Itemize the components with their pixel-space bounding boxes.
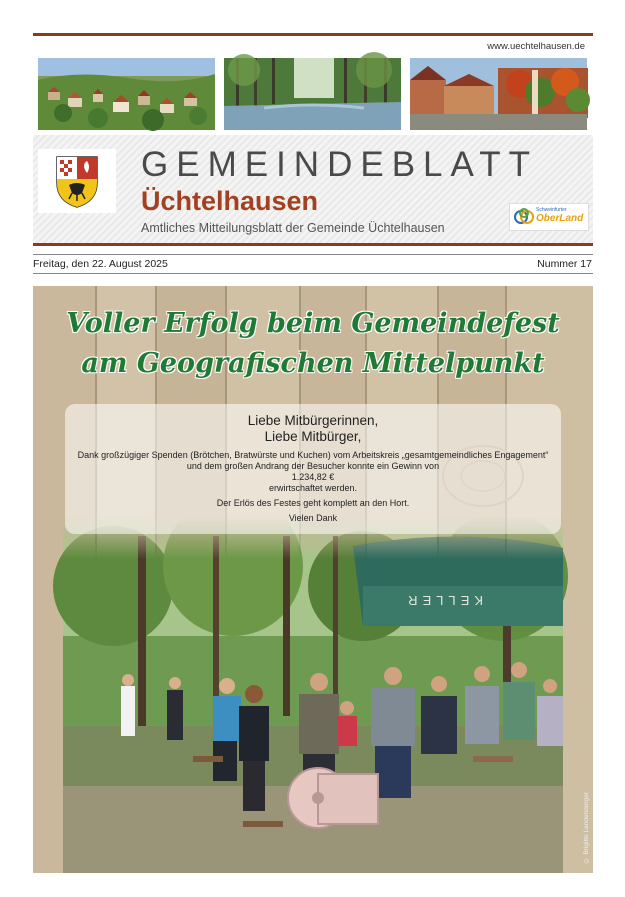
- greeting-line-1: Liebe Mitbürgerinnen,: [247, 413, 379, 428]
- newsletter-subtitle: Amtliches Mitteilungsblatt der Gemeinde Üchtelhausen: [141, 221, 445, 235]
- town-name: Üchtelhausen: [141, 186, 319, 216]
- coat-of-arms: [38, 149, 116, 213]
- website-link[interactable]: www.uechtelhausen.de: [487, 41, 585, 52]
- umbrella-label: [403, 586, 573, 616]
- top-rule: [33, 33, 593, 36]
- rings-icon: [514, 208, 534, 226]
- feature-article: [33, 286, 593, 873]
- thanks-note: Vielen Dank: [288, 513, 338, 523]
- profit-amount: 1.234,82 €: [291, 472, 335, 482]
- masthead: [33, 135, 593, 243]
- partner-logo-name: OberLand: [536, 213, 584, 224]
- donation-note: Der Erlös des Festes geht komplett an den Hort.: [216, 498, 410, 508]
- issue-bar-bottom-rule: [33, 273, 593, 274]
- umbrella-text: KELLER: [403, 593, 483, 608]
- masthead-rule: [33, 243, 593, 246]
- letter-result: erwirtschaftet werden.: [268, 483, 358, 493]
- greeting-line-2: Liebe Mitbürger,: [264, 429, 362, 444]
- letter-body: [65, 450, 561, 494]
- village-panorama-photo: [38, 58, 215, 130]
- issue-bar-top-rule: [33, 254, 593, 255]
- old-houses-photo: [410, 58, 587, 130]
- letter-body-text: Dank großzügiger Spenden (Brötchen, Bratwürste und Kuchen) vom Arbeitskreis „gesamtgemeindliches Engagement“ und dem großen Andrang der Besucher konnte ein Gewinn von: [77, 450, 549, 471]
- newsletter-title: GEMEINDEBLATT: [141, 145, 539, 184]
- letter-box: [65, 404, 561, 534]
- pond-forest-photo: [224, 58, 401, 130]
- coat-of-arms-icon: [55, 155, 99, 209]
- issue-date: Freitag, den 22. August 2025: [33, 258, 168, 270]
- partner-logo-small-text: Schweinfurter: [536, 207, 567, 213]
- headline-line-2: am Geografischen Mittelpunkt: [81, 348, 545, 379]
- photo-credit: © Brigitte Landendorger: [583, 791, 590, 863]
- headline-line-1: Voller Erfolg beim Gemeindefest: [66, 308, 560, 339]
- issue-number: Nummer 17: [537, 258, 592, 270]
- partner-logo[interactable]: [509, 203, 589, 231]
